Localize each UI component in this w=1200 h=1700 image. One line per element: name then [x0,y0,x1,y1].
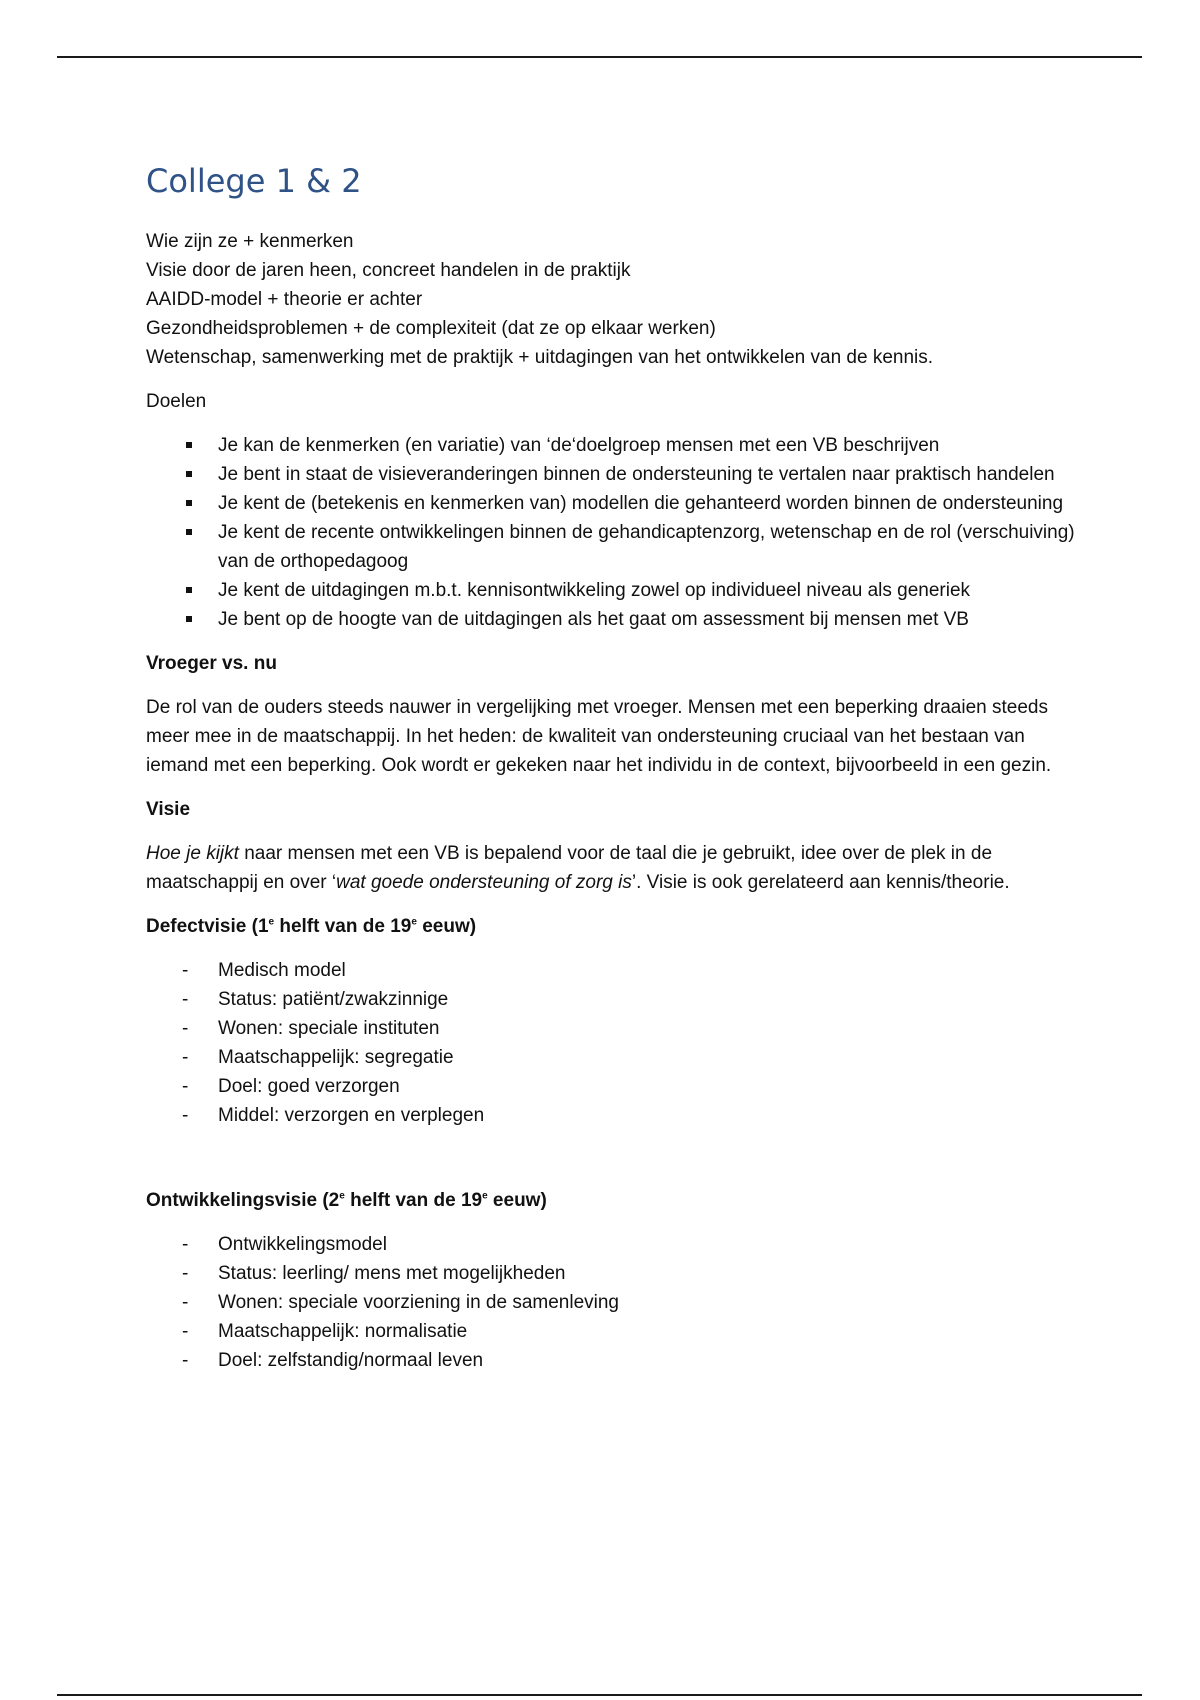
heading-part: eeuw) [416,916,477,938]
spacer [146,1130,1076,1186]
visie-italic-1: Hoe je kijkt [146,843,239,865]
visie-heading: Visie [146,799,191,821]
doelen-label: Doelen [146,391,207,413]
intro-lines [146,227,1076,372]
list-item: - Doel: zelfstandig/normaal leven [146,1346,1076,1375]
defectvisie-heading [146,912,1076,941]
visie-text-2: ’. Visie is ook gerelateerd aan kennis/theorie. [631,872,1010,894]
list-item: - Doel: goed verzorgen [146,1072,1076,1101]
ontwikkelingsvisie-list [146,1230,1076,1375]
visie-paragraph [146,839,1076,897]
heading-part: helft van de 19 [344,1190,483,1212]
heading-part: Defectvisie (1 [146,916,269,938]
list-item: Je bent in staat de visieveranderingen binnen de ondersteuning te vertalen naar praktisch handelen [146,460,1076,489]
intro-line: Gezondheidsproblemen + de complexiteit (dat ze op elkaar werken) [146,318,716,340]
list-item: - Maatschappelijk: normalisatie [146,1317,1076,1346]
list-item: - Wonen: speciale instituten [146,1014,1076,1043]
doelen-list [146,431,1076,634]
heading-part: eeuw) [487,1190,547,1212]
heading-part: Ontwikkelingsvisie (2 [146,1190,340,1212]
superscript: e [482,1191,488,1203]
intro-line: Visie door de jaren heen, concreet handelen in de praktijk [146,260,631,282]
heading-part: helft van de 19 [274,916,412,938]
intro-line: Wie zijn ze + kenmerken [146,231,354,253]
list-item: Je kent de uitdagingen m.b.t. kennisontwikkeling zowel op individueel niveau als generiek [146,576,1076,605]
list-item: Je bent op de hoogte van de uitdagingen als het gaat om assessment bij mensen met VB [146,605,1076,634]
list-item: - Ontwikkelingsmodel [146,1230,1076,1259]
superscript: e [268,917,275,929]
intro-line: AAIDD-model + theorie er achter [146,289,423,311]
visie-text-1: naar mensen met een VB is bepalend voor de taal die je gebruikt, idee over de plek in de maatschappij en over ‘ [146,843,993,894]
list-item: - Medisch model [146,956,1076,985]
vroeger-paragraph: De rol van de ouders steeds nauwer in vergelijking met vroeger. Mensen met een beperking draaien steeds meer mee in de maatschappij. In het heden: de kwaliteit van ondersteuning cruciaal van het bestaan van iemand met een beperking. Ook wordt er gekeken naar het individu in de context, bijvoorbeeld in een gezin. [146,697,1052,777]
list-item: - Status: patiënt/zwakzinnige [146,985,1076,1014]
list-item: Je kent de recente ontwikkelingen binnen de gehandicaptenzorg, wetenschap en de rol (verschuiving) van de orthopedagoog [146,518,1076,576]
superscript: e [411,917,417,929]
page-title: College 1 & 2 [146,162,362,200]
list-item: Je kent de (betekenis en kenmerken van) modellen die gehanteerd worden binnen de ondersteuning [146,489,1076,518]
list-item: - Middel: verzorgen en verplegen [146,1101,1076,1130]
intro-line: Wetenschap, samenwerking met de praktijk + uitdagingen van het ontwikkelen van de kennis. [146,347,934,369]
list-item: - Status: leerling/ mens met mogelijkheden [146,1259,1076,1288]
footer-rule [57,1694,1142,1696]
visie-italic-2: wat goede ondersteuning of zorg is [336,872,632,894]
vroeger-heading: Vroeger vs. nu [146,653,277,675]
superscript: e [339,1191,345,1203]
ontwikkelingsvisie-heading [146,1186,1076,1215]
list-item: - Maatschappelijk: segregatie [146,1043,1076,1072]
header-rule [57,56,1142,58]
defectvisie-list [146,956,1076,1130]
document-body [146,162,1076,1375]
list-item: Je kan de kenmerken (en variatie) van ‘de‘doelgroep mensen met een VB beschrijven [146,431,1076,460]
list-item: - Wonen: speciale voorziening in de samenleving [146,1288,1076,1317]
